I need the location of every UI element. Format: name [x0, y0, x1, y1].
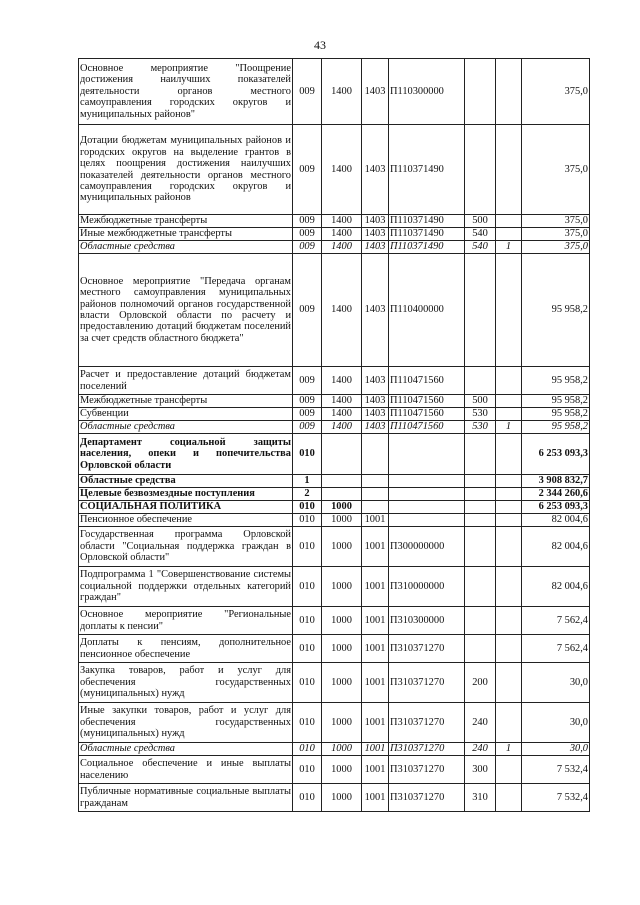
target-code: П310371270 — [389, 743, 465, 756]
target-code: П110371490 — [389, 241, 465, 254]
table-row — [79, 514, 590, 527]
ministry-code: 010 — [293, 703, 322, 743]
section-code: 1400 — [322, 367, 362, 395]
expense-type-code: 530 — [465, 421, 496, 434]
amount: 30,0 — [522, 703, 590, 743]
table-row — [79, 635, 590, 663]
subsection-code: 1403 — [362, 254, 389, 367]
section-code: 1000 — [322, 663, 362, 703]
row-name: Областные средства — [79, 241, 293, 254]
amount: 3 908 832,7 — [522, 475, 590, 488]
expense-type-code: 240 — [465, 703, 496, 743]
row-name: Пенсионное обеспечение — [79, 514, 293, 527]
target-code: П310371270 — [389, 635, 465, 663]
source-code — [496, 59, 522, 125]
ministry-code: 010 — [293, 635, 322, 663]
expense-type-code — [465, 501, 496, 514]
subsection-code: 1403 — [362, 408, 389, 421]
expense-type-code: 310 — [465, 784, 496, 812]
source-code — [496, 703, 522, 743]
row-name: Расчет и предоставление дотаций бюджетам поселений — [79, 367, 293, 395]
target-code: П110471560 — [389, 367, 465, 395]
subsection-code — [362, 434, 389, 475]
expense-type-code — [465, 125, 496, 215]
target-code: П110300000 — [389, 59, 465, 125]
amount: 7 562,4 — [522, 635, 590, 663]
section-code: 1400 — [322, 59, 362, 125]
amount: 2 344 260,6 — [522, 488, 590, 501]
target-code — [389, 488, 465, 501]
amount: 95 958,2 — [522, 421, 590, 434]
source-code: 1 — [496, 421, 522, 434]
subsection-code — [362, 475, 389, 488]
amount: 82 004,6 — [522, 567, 590, 607]
row-name: Основное мероприятие "Передача органам местного самоуправления муниципальных районов полномочий органов государственной власти Орловской области по расчету и предоставлению дотаций бюджетам поселений за счет средств областного бюджета" — [79, 254, 293, 367]
amount: 95 958,2 — [522, 408, 590, 421]
target-code — [389, 514, 465, 527]
ministry-code: 009 — [293, 215, 322, 228]
ministry-code: 009 — [293, 241, 322, 254]
source-code: 1 — [496, 743, 522, 756]
amount: 30,0 — [522, 743, 590, 756]
subsection-code: 1001 — [362, 756, 389, 784]
amount: 30,0 — [522, 663, 590, 703]
row-name: Доплаты к пенсиям, дополнительное пенсионное обеспечение — [79, 635, 293, 663]
table-row — [79, 607, 590, 635]
expense-type-code: 500 — [465, 215, 496, 228]
section-code: 1400 — [322, 254, 362, 367]
source-code — [496, 215, 522, 228]
target-code: П310000000 — [389, 567, 465, 607]
table-row — [79, 567, 590, 607]
expense-type-code — [465, 488, 496, 501]
table-row — [79, 254, 590, 367]
section-code — [322, 434, 362, 475]
subsection-code: 1403 — [362, 367, 389, 395]
row-name: Основное мероприятие "Поощрение достижения наилучших показателей деятельности органов местного самоуправления городских округов и муниципальных районов" — [79, 59, 293, 125]
ministry-code: 010 — [293, 434, 322, 475]
row-name: Межбюджетные трансферты — [79, 215, 293, 228]
expense-type-code — [465, 254, 496, 367]
table-row — [79, 421, 590, 434]
row-name: Иные закупки товаров, работ и услуг для обеспечения государственных (муниципальных) нужд — [79, 703, 293, 743]
ministry-code: 010 — [293, 756, 322, 784]
amount: 6 253 093,3 — [522, 434, 590, 475]
ministry-code: 1 — [293, 475, 322, 488]
ministry-code: 010 — [293, 514, 322, 527]
table-row — [79, 743, 590, 756]
row-name: Государственная программа Орловской области "Социальная поддержка граждан в Орловской области" — [79, 527, 293, 567]
amount: 375,0 — [522, 59, 590, 125]
row-name: Публичные нормативные социальные выплаты гражданам — [79, 784, 293, 812]
row-name: Закупка товаров, работ и услуг для обеспечения государственных (муниципальных) нужд — [79, 663, 293, 703]
expense-type-code — [465, 527, 496, 567]
source-code: 1 — [496, 241, 522, 254]
amount: 7 532,4 — [522, 784, 590, 812]
amount: 95 958,2 — [522, 367, 590, 395]
row-name: Иные межбюджетные трансферты — [79, 228, 293, 241]
target-code: П110371490 — [389, 215, 465, 228]
target-code: П110471560 — [389, 395, 465, 408]
subsection-code — [362, 501, 389, 514]
expense-type-code: 240 — [465, 743, 496, 756]
section-code: 1000 — [322, 703, 362, 743]
row-name: Департамент социальной защиты населения, опеки и попечительства Орловской области — [79, 434, 293, 475]
subsection-code: 1403 — [362, 125, 389, 215]
target-code: П310300000 — [389, 607, 465, 635]
source-code — [496, 756, 522, 784]
ministry-code: 009 — [293, 421, 322, 434]
table-row — [79, 434, 590, 475]
target-code: П110400000 — [389, 254, 465, 367]
section-code: 1400 — [322, 421, 362, 434]
ministry-code: 009 — [293, 228, 322, 241]
target-code: П110371490 — [389, 125, 465, 215]
expense-type-code — [465, 475, 496, 488]
section-code: 1400 — [322, 408, 362, 421]
section-code — [322, 475, 362, 488]
target-code: П310371270 — [389, 756, 465, 784]
amount: 82 004,6 — [522, 527, 590, 567]
amount: 375,0 — [522, 215, 590, 228]
amount: 95 958,2 — [522, 254, 590, 367]
expense-type-code: 540 — [465, 228, 496, 241]
amount: 7 532,4 — [522, 756, 590, 784]
row-name: Областные средства — [79, 475, 293, 488]
ministry-code: 009 — [293, 367, 322, 395]
page-number: 43 — [314, 38, 326, 52]
source-code — [496, 125, 522, 215]
section-code: 1400 — [322, 215, 362, 228]
source-code — [496, 784, 522, 812]
amount: 82 004,6 — [522, 514, 590, 527]
row-name: Целевые безвозмездные поступления — [79, 488, 293, 501]
source-code — [496, 228, 522, 241]
target-code: П310371270 — [389, 784, 465, 812]
subsection-code: 1001 — [362, 567, 389, 607]
subsection-code: 1001 — [362, 635, 389, 663]
source-code — [496, 434, 522, 475]
section-code: 1000 — [322, 567, 362, 607]
ministry-code: 010 — [293, 567, 322, 607]
ministry-code: 010 — [293, 527, 322, 567]
source-code — [496, 514, 522, 527]
table-row — [79, 395, 590, 408]
expense-type-code — [465, 635, 496, 663]
ministry-code: 010 — [293, 607, 322, 635]
amount: 95 958,2 — [522, 395, 590, 408]
row-name: Областные средства — [79, 743, 293, 756]
target-code: П110471560 — [389, 421, 465, 434]
amount: 375,0 — [522, 228, 590, 241]
expense-type-code — [465, 367, 496, 395]
expense-type-code: 200 — [465, 663, 496, 703]
source-code — [496, 254, 522, 367]
ministry-code: 010 — [293, 501, 322, 514]
target-code — [389, 434, 465, 475]
subsection-code: 1403 — [362, 215, 389, 228]
subsection-code: 1403 — [362, 241, 389, 254]
target-code — [389, 501, 465, 514]
ministry-code: 009 — [293, 125, 322, 215]
ministry-code: 2 — [293, 488, 322, 501]
table-row — [79, 125, 590, 215]
source-code — [496, 607, 522, 635]
target-code: П110471560 — [389, 408, 465, 421]
source-code — [496, 635, 522, 663]
section-code: 1000 — [322, 607, 362, 635]
section-code: 1400 — [322, 125, 362, 215]
table-row — [79, 408, 590, 421]
expense-type-code — [465, 607, 496, 635]
target-code: П310371270 — [389, 663, 465, 703]
section-code: 1000 — [322, 743, 362, 756]
amount: 375,0 — [522, 125, 590, 215]
expense-type-code — [465, 514, 496, 527]
section-code: 1000 — [322, 514, 362, 527]
table-row — [79, 228, 590, 241]
subsection-code: 1001 — [362, 743, 389, 756]
table-row — [79, 59, 590, 125]
subsection-code: 1001 — [362, 514, 389, 527]
table-row — [79, 663, 590, 703]
target-code — [389, 475, 465, 488]
subsection-code: 1001 — [362, 663, 389, 703]
section-code: 1000 — [322, 784, 362, 812]
source-code — [496, 367, 522, 395]
section-code: 1000 — [322, 756, 362, 784]
section-code: 1000 — [322, 527, 362, 567]
row-name: Дотации бюджетам муниципальных районов и городских округов на выделение грантов в целях поощрения достижения наилучших показателей деятельности органов местного самоуправления городских округов и муниципальных районов — [79, 125, 293, 215]
amount: 6 253 093,3 — [522, 501, 590, 514]
source-code — [496, 663, 522, 703]
section-code: 1400 — [322, 395, 362, 408]
subsection-code: 1001 — [362, 784, 389, 812]
expense-type-code: 530 — [465, 408, 496, 421]
table-row — [79, 241, 590, 254]
amount: 375,0 — [522, 241, 590, 254]
source-code — [496, 488, 522, 501]
ministry-code: 009 — [293, 59, 322, 125]
ministry-code: 010 — [293, 663, 322, 703]
subsection-code: 1403 — [362, 228, 389, 241]
source-code — [496, 567, 522, 607]
subsection-code: 1403 — [362, 395, 389, 408]
ministry-code: 009 — [293, 395, 322, 408]
source-code — [496, 527, 522, 567]
expense-type-code: 500 — [465, 395, 496, 408]
source-code — [496, 395, 522, 408]
section-code: 1400 — [322, 228, 362, 241]
expense-type-code: 540 — [465, 241, 496, 254]
target-code: П300000000 — [389, 527, 465, 567]
section-code: 1000 — [322, 635, 362, 663]
ministry-code: 009 — [293, 254, 322, 367]
row-name: Основное мероприятие "Региональные доплаты к пенсии" — [79, 607, 293, 635]
table-row — [79, 784, 590, 812]
subsection-code: 1403 — [362, 421, 389, 434]
table-row — [79, 475, 590, 488]
amount: 7 562,4 — [522, 607, 590, 635]
row-name: Социальное обеспечение и иные выплаты населению — [79, 756, 293, 784]
table-row — [79, 756, 590, 784]
source-code — [496, 475, 522, 488]
section-code — [322, 488, 362, 501]
row-name: СОЦИАЛЬНАЯ ПОЛИТИКА — [79, 501, 293, 514]
section-code: 1000 — [322, 501, 362, 514]
expense-type-code — [465, 59, 496, 125]
expense-type-code: 300 — [465, 756, 496, 784]
section-code: 1400 — [322, 241, 362, 254]
table-row — [79, 527, 590, 567]
subsection-code — [362, 488, 389, 501]
target-code: П110371490 — [389, 228, 465, 241]
row-name: Межбюджетные трансферты — [79, 395, 293, 408]
subsection-code: 1001 — [362, 703, 389, 743]
table-row — [79, 703, 590, 743]
source-code — [496, 408, 522, 421]
budget-table — [78, 58, 590, 812]
table-row — [79, 367, 590, 395]
table-row — [79, 488, 590, 501]
subsection-code: 1001 — [362, 527, 389, 567]
target-code: П310371270 — [389, 703, 465, 743]
ministry-code: 010 — [293, 743, 322, 756]
row-name: Областные средства — [79, 421, 293, 434]
subsection-code: 1403 — [362, 59, 389, 125]
source-code — [496, 501, 522, 514]
table-row — [79, 501, 590, 514]
row-name: Подпрограмма 1 "Совершенствование системы социальной поддержки отдельных категорий граждан" — [79, 567, 293, 607]
ministry-code: 009 — [293, 408, 322, 421]
row-name: Субвенции — [79, 408, 293, 421]
expense-type-code — [465, 434, 496, 475]
expense-type-code — [465, 567, 496, 607]
table-row — [79, 215, 590, 228]
subsection-code: 1001 — [362, 607, 389, 635]
ministry-code: 010 — [293, 784, 322, 812]
